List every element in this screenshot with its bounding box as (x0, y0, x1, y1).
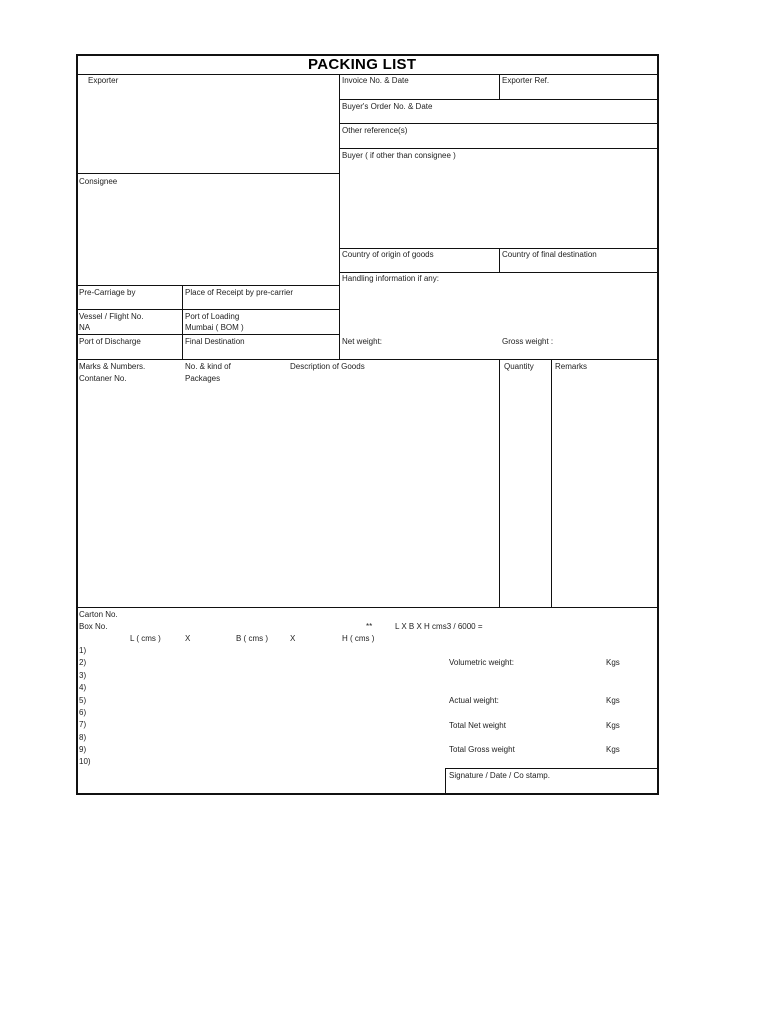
rule-below-exporter (76, 173, 340, 174)
volumetric-weight-unit: Kgs (606, 658, 620, 667)
row-number: 4) (79, 683, 87, 692)
total-net-weight-label: Total Net weight (449, 721, 506, 730)
signature-label: Signature / Date / Co stamp. (449, 771, 550, 780)
port-loading-value: Mumbai ( BOM ) (185, 323, 244, 332)
total-net-weight-unit: Kgs (606, 721, 620, 730)
rule-above-goods (76, 359, 659, 360)
form-border-right (657, 54, 659, 795)
kind-label-line2: Packages (185, 374, 221, 383)
signature-left-rule (445, 768, 446, 794)
remarks-divider (551, 359, 552, 607)
signature-top-rule (445, 768, 659, 769)
vessel-label: Vessel / Flight No. (79, 312, 144, 321)
buyer-label: Buyer ( if other than consignee ) (342, 151, 456, 160)
invoice-label: Invoice No. & Date (342, 76, 409, 85)
port-loading-label: Port of Loading (185, 312, 240, 321)
rule-above-precarriage (76, 285, 340, 286)
remarks-label: Remarks (555, 362, 588, 371)
volumetric-formula: L X B X H cms3 / 6000 = (395, 622, 483, 631)
volumetric-weight-label: Volumetric weight: (449, 658, 514, 667)
row-number: 3) (79, 671, 87, 680)
page-title: PACKING LIST (308, 56, 417, 73)
country-destination-label: Country of final destination (502, 250, 597, 259)
description-label: Description of Goods (290, 362, 365, 371)
country-origin-label: Country of origin of goods (342, 250, 434, 259)
exporter-label: Exporter (88, 76, 119, 85)
row-number: 8) (79, 733, 87, 742)
net-weight-label: Net weight: (342, 337, 383, 346)
actual-weight-unit: Kgs (606, 696, 620, 705)
consignee-label: Consignee (79, 177, 118, 186)
pre-carriage-label: Pre-Carriage by (79, 288, 136, 297)
gross-weight-label: Gross weight : (502, 337, 554, 346)
form-border-left (76, 54, 78, 795)
carton-no-label: Carton No. (79, 610, 118, 619)
x-separator-1: X (185, 634, 191, 643)
quantity-divider (499, 359, 500, 607)
h-cms-label: H ( cms ) (342, 634, 375, 643)
formula-mark: ** (366, 622, 373, 631)
row-number: 10) (79, 757, 91, 766)
marks-label-line2: Contaner No. (79, 374, 127, 383)
precarriage-divider (182, 285, 183, 359)
form-border-bottom (76, 793, 659, 795)
marks-label-line1: Marks & Numbers. (79, 362, 146, 371)
rule-below-buyers-order (339, 123, 659, 124)
final-destination-label: Final Destination (185, 337, 245, 346)
rule-below-vessel (76, 334, 340, 335)
rule-below-goods (76, 607, 659, 608)
row-number: 2) (79, 658, 87, 667)
b-cms-label: B ( cms ) (236, 634, 268, 643)
left-right-divider (339, 74, 340, 359)
total-gross-weight-unit: Kgs (606, 745, 620, 754)
row-number: 6) (79, 708, 87, 717)
rule-below-other-refs (339, 148, 659, 149)
row-number: 1) (79, 646, 87, 655)
place-of-receipt-label: Place of Receipt by pre-carrier (185, 288, 294, 297)
total-gross-weight-label: Total Gross weight (449, 745, 515, 754)
actual-weight-label: Actual weight: (449, 696, 499, 705)
port-discharge-label: Port of Discharge (79, 337, 141, 346)
other-refs-label: Other reference(s) (342, 126, 408, 135)
row-number: 5) (79, 696, 87, 705)
x-separator-2: X (290, 634, 296, 643)
rule-below-invoice (339, 99, 659, 100)
invoice-ref-divider (499, 74, 500, 99)
l-cms-label: L ( cms ) (130, 634, 161, 643)
rule-below-precarriage (76, 309, 340, 310)
box-no-label: Box No. (79, 622, 108, 631)
kind-label-line1: No. & kind of (185, 362, 231, 371)
buyers-order-label: Buyer's Order No. & Date (342, 102, 433, 111)
row-number: 7) (79, 720, 87, 729)
row-number: 9) (79, 745, 87, 754)
vessel-value: NA (79, 323, 91, 332)
country-divider (499, 248, 500, 272)
handling-label: Handling information if any: (342, 274, 439, 283)
exporter-ref-label: Exporter Ref. (502, 76, 550, 85)
quantity-label: Quantity (504, 362, 534, 371)
